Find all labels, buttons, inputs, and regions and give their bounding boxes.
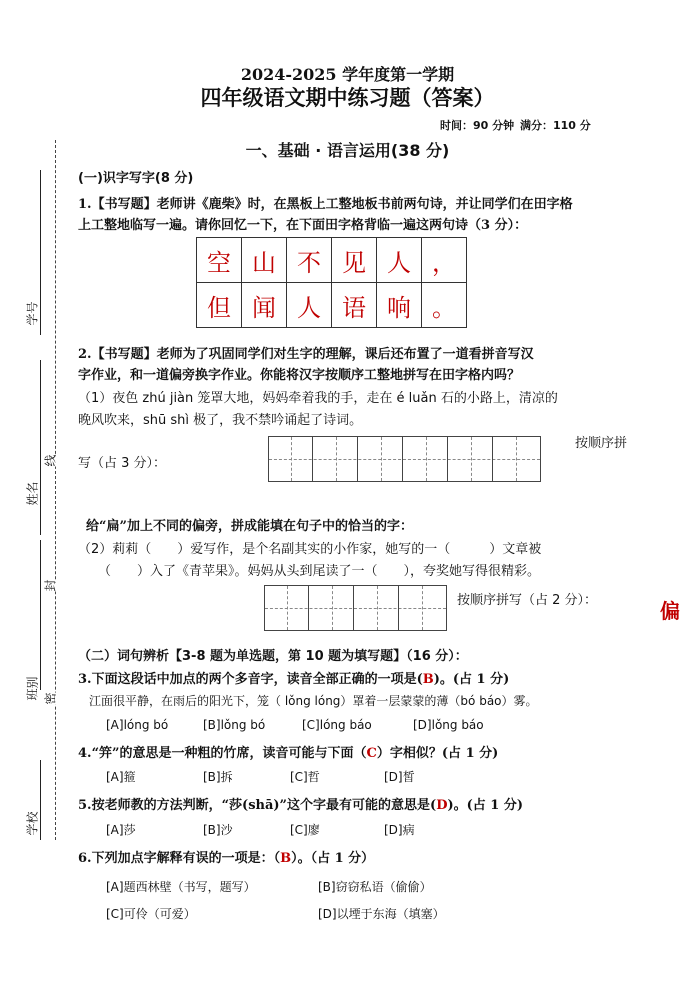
seal-line-label: 线 xyxy=(43,454,58,467)
tian-cell[interactable] xyxy=(404,437,448,481)
q5-answer: D xyxy=(436,798,448,813)
q6-text: 6.下列加点字解释有误的一项是：（ xyxy=(78,851,281,866)
q6-line xyxy=(78,847,374,866)
q1-text-a: 1.【书写题】老师讲《鹿柴》时，在黑板上工整地板书前两句诗，并让同学们在田字格 xyxy=(78,197,573,212)
q4-line xyxy=(78,742,498,761)
grid-cell: 人 xyxy=(287,283,332,328)
grid-cell: 。 xyxy=(422,283,467,328)
q3-option-b: [B]lǒng bó xyxy=(203,718,266,732)
tian-cell[interactable] xyxy=(355,586,399,630)
q3-option-c: [C]lóng báo xyxy=(302,718,372,732)
q1-text-b: 上工整地临写一遍。请你回忆一下，在下面田字格背临一遍这两句诗（3 分）： xyxy=(78,218,528,233)
grid-cell: 人 xyxy=(377,238,422,283)
year-line: 2024-2025 学年度第一学期 xyxy=(240,65,455,84)
q2-text-a: 2.【书写题】老师为了巩固同学们对生字的理解，课后还布置了一道看拼音写汉 xyxy=(78,347,534,362)
binding-line-3 xyxy=(40,540,41,690)
q3-tail: )。(占 1 分) xyxy=(433,672,510,687)
q6-tail: ）。（占 1 分） xyxy=(291,851,375,866)
tian-cell[interactable] xyxy=(400,586,444,630)
section1-title: 一、基础 · 语言运用(38 分) xyxy=(245,141,450,160)
q4-text: 4.“笄”的意思是一种粗的竹席，读音可能与下面（ xyxy=(78,746,367,761)
subsection2-title: （二）词句辨析【3-8 题为单选题，第 10 题为填写题】（16 分）： xyxy=(78,649,468,664)
q5-text: 5.按老师教的方法判断，“莎(shā)”这个字最有可能的意思是( xyxy=(78,798,437,813)
q5-tail: )。(占 1 分) xyxy=(447,798,524,813)
q5-option-b: [B]沙 xyxy=(203,823,233,837)
tian-cell[interactable] xyxy=(314,437,358,481)
q2-1-order: 按顺序拼 xyxy=(575,436,628,451)
grid-cell: 山 xyxy=(242,238,287,283)
q4-option-b: [B]拆 xyxy=(203,770,233,784)
q5-option-d: [D]病 xyxy=(384,823,415,837)
q4-option-c: [C]哲 xyxy=(290,770,320,784)
q2-1-text-a: （1）夜色 zhú jiàn 笼罩大地，妈妈牵着我的手，走在 é luǎn 石的小路上，清凉的 xyxy=(78,391,558,406)
q5-option-c: [C]廖 xyxy=(290,823,320,837)
name-label: 姓名 xyxy=(25,481,40,506)
q2-1-text-b: 晚风吹来，shū shì 极了，我不禁吟诵起了诗词。 xyxy=(78,413,363,428)
q5-option-a: [A]莎 xyxy=(106,823,136,837)
q4-option-a: [A]箍 xyxy=(106,770,136,784)
secret-label: 密 xyxy=(43,692,58,705)
student-no-label: 学号 xyxy=(25,301,40,326)
grid-cell: 空 xyxy=(197,238,242,283)
q4-option-d: [D]皙 xyxy=(384,770,415,784)
side-answer-char: 偏 xyxy=(660,599,680,623)
page-title: 四年级语文期中练习题（答案） xyxy=(200,86,495,110)
q2-2-text-b: （ ）入了《青苹果》。妈妈从头到尾读了一（ ），夸奖她写得很精彩。 xyxy=(98,564,541,579)
q6-answer: B xyxy=(280,851,292,866)
q3-line xyxy=(78,668,509,687)
tian-cell[interactable] xyxy=(494,437,538,481)
q2-text-b: 字作业，和一道偏旁换字作业。你能将汉字按顺序工整地拼写在田字格内吗？ xyxy=(78,368,521,383)
q5-line xyxy=(78,794,523,813)
binding-line-2 xyxy=(40,360,41,535)
q2-1-score: 写（占 3 分）： xyxy=(78,456,167,471)
tian-cell[interactable] xyxy=(265,586,309,630)
class-label: 班别 xyxy=(25,676,40,701)
school-label: 学校 xyxy=(25,811,40,836)
q3-text: 3.下面这段话中加点的两个多音字，读音全部正确的一项是( xyxy=(78,672,423,687)
seal-dashed-line xyxy=(55,140,56,840)
q3-answer: B xyxy=(422,672,434,687)
grid-cell: ， xyxy=(422,238,467,283)
grid-cell: 闻 xyxy=(242,283,287,328)
q2-2-order: 按顺序拼写（占 2 分）： xyxy=(457,593,598,608)
q4-answer: C xyxy=(366,746,377,761)
q3-option-d: [D]lǒng báo xyxy=(413,718,484,732)
q6-option-d: [D]以堙于东海（填塞） xyxy=(318,907,445,921)
grid-cell: 不 xyxy=(287,238,332,283)
grid-cell: 见 xyxy=(332,238,377,283)
seal-label: 封 xyxy=(43,579,58,592)
q6-option-b: [B]窃窃私语（偷偷） xyxy=(318,880,432,894)
grid-cell: 响 xyxy=(377,283,422,328)
time-info: 时间：90 分钟 xyxy=(440,119,515,132)
q2-2-intro: 给“扁”加上不同的偏旁，拼成能填在句子中的恰当的字： xyxy=(86,519,413,534)
q3-passage: 江面很平静，在雨后的阳光下，笼（ lǒng lóng）罩着一层蒙蒙的薄（bó báo）雾。 xyxy=(89,694,538,708)
answer-grid-poem xyxy=(196,237,467,328)
subsection1-title: (一)识字写字(8 分) xyxy=(78,171,194,186)
score-info: 满分：110 分 xyxy=(520,119,591,132)
tian-grid-2[interactable] xyxy=(264,585,447,631)
q6-option-a: [A]题西林壁（书写，题写） xyxy=(106,880,256,894)
q3-option-a: [A]lóng bó xyxy=(106,718,169,732)
grid-cell: 但 xyxy=(197,283,242,328)
q4-tail: ）字相似？(占 1 分) xyxy=(376,746,499,761)
tian-cell[interactable] xyxy=(310,586,354,630)
tian-cell[interactable] xyxy=(449,437,493,481)
tian-grid-1[interactable] xyxy=(268,436,541,482)
tian-cell[interactable] xyxy=(269,437,313,481)
q2-2-text-a: （2）莉莉（ ）爱写作，是个名副其实的小作家，她写的一（ ）文章被 xyxy=(78,542,542,557)
q6-option-c: [C]可伶（可爱） xyxy=(106,907,196,921)
grid-cell: 语 xyxy=(332,283,377,328)
tian-cell[interactable] xyxy=(359,437,403,481)
